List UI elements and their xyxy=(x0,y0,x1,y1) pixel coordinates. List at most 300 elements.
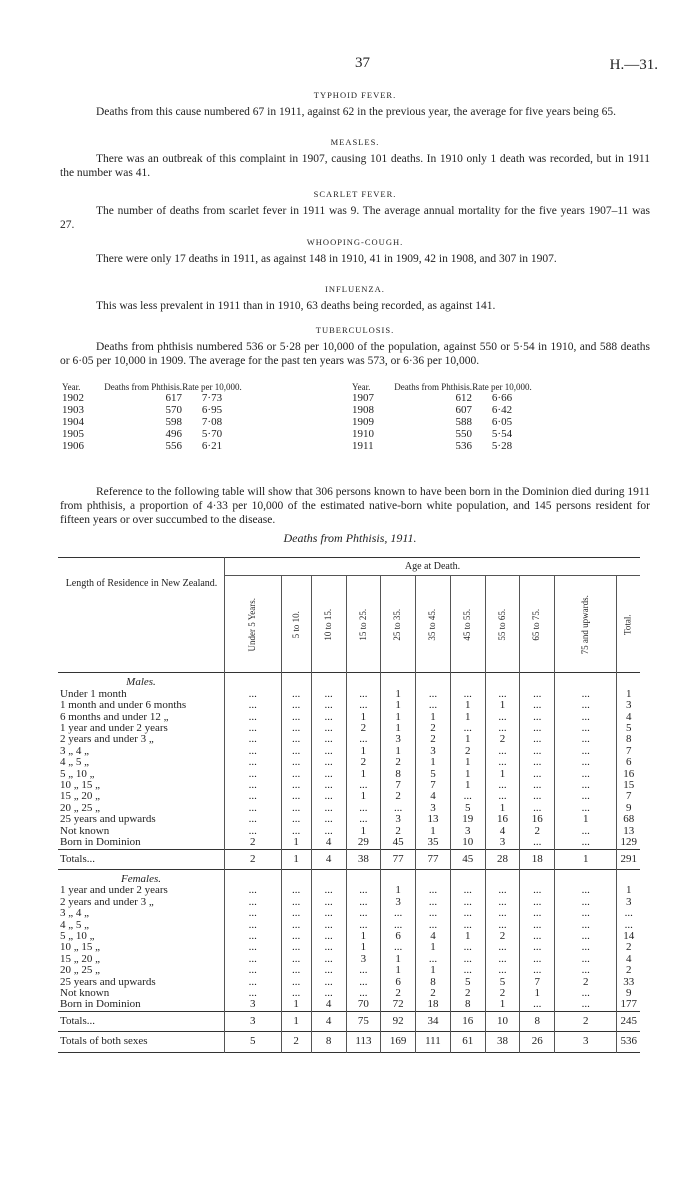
table-cell: 1 xyxy=(346,791,381,802)
table-cell: 4 xyxy=(617,954,640,965)
table-cell: 7 xyxy=(617,746,640,757)
age-column-label: 15 to 25. xyxy=(357,608,368,641)
table-cell: ... xyxy=(346,977,381,988)
table-cell: ... xyxy=(225,908,282,919)
table-cell: ... xyxy=(225,885,282,896)
table-row xyxy=(58,920,640,931)
table-cell: ... xyxy=(281,942,311,953)
table-cell: 1 xyxy=(450,700,485,711)
table-cell: ... xyxy=(520,769,555,780)
table-cell: 2 xyxy=(485,931,520,942)
table-cell: ... xyxy=(311,826,346,837)
table-cell: ... xyxy=(520,791,555,802)
table-cell: ... xyxy=(311,769,346,780)
row-label: 10 „ 15 „ xyxy=(60,941,101,954)
table-cell: 3 xyxy=(416,746,451,757)
table-cell: 7 xyxy=(416,780,451,791)
table-cell: 113 xyxy=(346,1032,381,1052)
table-cell: ... xyxy=(281,814,311,825)
table-cell: ... xyxy=(520,734,555,745)
table-row xyxy=(62,404,652,416)
table-cell: ... xyxy=(225,769,282,780)
section-scarlet-fever xyxy=(60,187,650,232)
table-cell: ... xyxy=(520,954,555,965)
table-cell: 16 xyxy=(450,1011,485,1031)
table-cell: ... xyxy=(520,803,555,814)
table-cell: ... xyxy=(416,885,451,896)
table-cell: 5 xyxy=(450,977,485,988)
table-cell: ... xyxy=(311,908,346,919)
row-label: 1 year and under 2 years xyxy=(60,722,168,735)
table-cell: 2 xyxy=(381,826,416,837)
table-cell: ... xyxy=(555,897,617,908)
row-label: Born in Dominion xyxy=(60,836,141,849)
age-column-label: Total. xyxy=(622,614,633,635)
table-cell: 9 xyxy=(617,803,640,814)
table-cell: 1 xyxy=(555,849,617,869)
table-cell: ... xyxy=(520,689,555,700)
section-text: Deaths from phthisis numbered 536 or 5·28 per 10,000 of the population, against 550 or 5·54 in 1910, and 588 deaths or 6·05 per 10,000 in 1909. The average for the past ten years was 573, or 6·36 per 10,000. xyxy=(60,341,650,367)
table-cell: 2 xyxy=(225,837,282,849)
table-cell: ... xyxy=(225,803,282,814)
table-cell: 3 xyxy=(416,803,451,814)
table-cell: 4 xyxy=(416,791,451,802)
table-cell: 2 xyxy=(617,942,640,953)
table-cell: ... xyxy=(520,908,555,919)
table-cell: 1 xyxy=(450,712,485,723)
table-cell: ... xyxy=(416,954,451,965)
table-cell: 1 xyxy=(617,689,640,700)
table-cell: 1 xyxy=(281,849,311,869)
table-cell: 7 xyxy=(617,791,640,802)
group-label: Females. xyxy=(120,872,161,885)
table-cell: ... xyxy=(281,988,311,999)
table-cell: 5 xyxy=(450,803,485,814)
table-cell: 5·70 xyxy=(201,428,223,440)
table-cell: 1 xyxy=(485,700,520,711)
col-header-year: Year. xyxy=(62,382,81,392)
col-header-deaths: Deaths from Phthisis. xyxy=(104,382,182,392)
row-label: Not known xyxy=(60,824,110,837)
table-cell: 45 xyxy=(450,849,485,869)
table-cell: 2 xyxy=(281,1032,311,1052)
table-cell: ... xyxy=(450,954,485,965)
table-cell: ... xyxy=(555,999,617,1011)
reference-paragraph xyxy=(60,485,650,527)
table-cell: ... xyxy=(450,965,485,976)
table-cell: 8 xyxy=(617,734,640,745)
table-row xyxy=(58,700,640,711)
table-cell: ... xyxy=(311,723,346,734)
table-cell: ... xyxy=(555,931,617,942)
table-cell: 2 xyxy=(416,988,451,999)
table-cell: ... xyxy=(416,689,451,700)
table-cell: ... xyxy=(311,689,346,700)
table-cell: 3 xyxy=(450,826,485,837)
table-cell: ... xyxy=(381,803,416,814)
table-cell: 3 xyxy=(225,1011,282,1031)
table-cell: 1 xyxy=(281,1011,311,1031)
table-cell: ... xyxy=(485,965,520,976)
table-cell: 16 xyxy=(617,769,640,780)
table-cell: 72 xyxy=(381,999,416,1011)
table-cell: ... xyxy=(416,908,451,919)
table-row xyxy=(58,826,640,837)
table-cell: ... xyxy=(225,814,282,825)
table-cell: ... xyxy=(520,931,555,942)
table-cell: ... xyxy=(520,700,555,711)
table-cell: ... xyxy=(450,723,485,734)
table-cell: 291 xyxy=(617,849,640,869)
age-column-label: 55 to 65. xyxy=(496,608,507,641)
table-cell: 3 xyxy=(381,897,416,908)
table-cell: 16 xyxy=(485,814,520,825)
table-cell: 5 xyxy=(485,977,520,988)
row-label: 3 „ 4 „ xyxy=(60,744,90,757)
table-cell: 4 xyxy=(416,931,451,942)
table-cell: 8 xyxy=(311,1032,346,1052)
table-cell: 2 xyxy=(381,757,416,768)
table-cell: ... xyxy=(311,803,346,814)
table-cell: 1911 xyxy=(352,440,374,452)
table-cell: 1 xyxy=(281,837,311,849)
table-cell: 2 xyxy=(416,723,451,734)
table-cell: ... xyxy=(617,908,640,919)
age-column-label: 45 to 55. xyxy=(462,608,473,641)
age-column-label: 65 to 75. xyxy=(531,608,542,641)
page-header xyxy=(0,55,700,77)
table-cell: ... xyxy=(346,700,381,711)
age-column-header xyxy=(555,576,617,673)
table-cell: 38 xyxy=(485,1032,520,1052)
table-cell: ... xyxy=(485,908,520,919)
table-cell: ... xyxy=(555,769,617,780)
table-cell: 1907 xyxy=(352,392,374,404)
table-cell: ... xyxy=(555,757,617,768)
table-row xyxy=(58,885,640,896)
document-reference: H.—31. xyxy=(609,57,658,73)
table-cell: ... xyxy=(485,954,520,965)
table-row xyxy=(58,999,640,1011)
table-cell: ... xyxy=(311,780,346,791)
table-cell: ... xyxy=(555,746,617,757)
table-cell: 2 xyxy=(485,988,520,999)
table-cell: 3 xyxy=(617,897,640,908)
table-cell: ... xyxy=(617,920,640,931)
table-row xyxy=(58,977,640,988)
table-cell: ... xyxy=(450,689,485,700)
table-cell: 1 xyxy=(416,757,451,768)
table-cell: ... xyxy=(281,791,311,802)
table-cell: 2 xyxy=(520,826,555,837)
table-cell: ... xyxy=(281,885,311,896)
table-cell: ... xyxy=(311,965,346,976)
table-cell: 1 xyxy=(346,942,381,953)
table-cell: 70 xyxy=(346,999,381,1011)
table-cell: 4 xyxy=(617,712,640,723)
table-cell: ... xyxy=(555,965,617,976)
group-label: Males. xyxy=(126,676,156,689)
table-cell: ... xyxy=(311,885,346,896)
table-cell: ... xyxy=(311,712,346,723)
table-cell: 1 xyxy=(346,769,381,780)
table-cell: 3 xyxy=(381,814,416,825)
table-row xyxy=(58,988,640,999)
table-cell: ... xyxy=(416,897,451,908)
row-label: Totals... xyxy=(60,1014,95,1027)
col-header-deaths: Deaths from Phthisis. xyxy=(394,382,472,392)
table-cell: 496 xyxy=(165,428,182,440)
table-cell: ... xyxy=(346,734,381,745)
age-at-death-header: Age at Death. xyxy=(225,558,641,576)
table-cell: 588 xyxy=(455,416,472,428)
table-row xyxy=(58,734,640,745)
table-cell: ... xyxy=(555,803,617,814)
table-cell: ... xyxy=(346,689,381,700)
row-label: 1 year and under 2 years xyxy=(60,884,168,897)
table-cell: 4 xyxy=(311,999,346,1011)
table-cell: 1904 xyxy=(62,416,84,428)
table-cell: 10 xyxy=(450,837,485,849)
section-heading: WHOOPING-COUGH. xyxy=(306,237,404,247)
table-cell: ... xyxy=(485,780,520,791)
table-cell: ... xyxy=(311,977,346,988)
table-cell: ... xyxy=(311,746,346,757)
row-label: 5 „ 10 „ xyxy=(60,767,95,780)
age-column-label: 5 to 10. xyxy=(290,610,301,639)
table-cell: 8 xyxy=(416,977,451,988)
section-text: The number of deaths from scarlet fever in 1911 was 9. The average annual mortality for the five years 1907–11 was 27. xyxy=(60,205,650,231)
table-cell: 4 xyxy=(311,837,346,849)
table-cell: ... xyxy=(225,734,282,745)
table-cell: 245 xyxy=(617,1011,640,1031)
table-cell: 1 xyxy=(485,999,520,1011)
table-cell: ... xyxy=(281,803,311,814)
section-text: There were only 17 deaths in 1911, as against 148 in 1910, 41 in 1909, 42 in 1908, and 307 in 1907. xyxy=(96,253,557,265)
table-cell: 1 xyxy=(381,965,416,976)
table-cell: 13 xyxy=(416,814,451,825)
table-cell: 2 xyxy=(346,757,381,768)
age-column-header xyxy=(346,576,381,673)
table-cell: ... xyxy=(225,746,282,757)
table-cell: 536 xyxy=(617,1032,640,1052)
table-cell: ... xyxy=(281,954,311,965)
table-cell: 1 xyxy=(381,723,416,734)
table-cell: ... xyxy=(311,700,346,711)
table-cell: ... xyxy=(225,700,282,711)
table-cell: 1 xyxy=(381,712,416,723)
table-cell: ... xyxy=(311,954,346,965)
table-cell: ... xyxy=(520,920,555,931)
table-cell: 1 xyxy=(416,826,451,837)
section-text: Deaths from this cause numbered 67 in 1911, against 62 in the previous year, the average for five years being 65. xyxy=(96,106,616,118)
table-cell: 1 xyxy=(416,712,451,723)
table-cell: ... xyxy=(450,920,485,931)
table-cell: 617 xyxy=(165,392,182,404)
table-cell: ... xyxy=(225,791,282,802)
table-cell: ... xyxy=(225,942,282,953)
row-label: Totals of both sexes xyxy=(60,1035,148,1048)
row-label: 4 „ 5 „ xyxy=(60,918,90,931)
table-cell: 1 xyxy=(617,885,640,896)
table-cell: ... xyxy=(346,885,381,896)
table-cell: 6·05 xyxy=(491,416,513,428)
table-cell: 3 xyxy=(346,954,381,965)
table-cell: 2 xyxy=(450,746,485,757)
row-label: 15 „ 20 „ xyxy=(60,790,101,803)
table-cell: ... xyxy=(281,746,311,757)
table-cell: 19 xyxy=(450,814,485,825)
section-heading: MEASLES. xyxy=(330,137,380,147)
table-cell: ... xyxy=(520,897,555,908)
table-cell: 16 xyxy=(520,814,555,825)
age-column-header xyxy=(311,576,346,673)
table-cell: 6·95 xyxy=(201,404,223,416)
table-cell: 6 xyxy=(617,757,640,768)
table-cell: ... xyxy=(311,931,346,942)
table-cell: ... xyxy=(225,977,282,988)
row-label: 25 years and upwards xyxy=(60,975,156,988)
table-cell: 3 xyxy=(555,1032,617,1052)
table-cell: 8 xyxy=(450,999,485,1011)
table-row xyxy=(62,392,652,404)
table-cell: 169 xyxy=(381,1032,416,1052)
table-caption: Deaths from Phthisis, 1911. xyxy=(283,531,417,545)
table-cell: ... xyxy=(281,826,311,837)
table-cell: ... xyxy=(281,700,311,711)
table-cell: ... xyxy=(311,942,346,953)
table-cell: 1 xyxy=(381,689,416,700)
table-row xyxy=(58,849,640,869)
col-header-rate: Rate per 10,000. xyxy=(182,382,242,392)
table-cell: 7 xyxy=(520,977,555,988)
table-cell: ... xyxy=(346,803,381,814)
section-text: There was an outbreak of this complaint in 1907, causing 101 deaths. In 1910 only 1 death was recorded, but in 1911 the number was 41. xyxy=(60,153,650,179)
table-cell: 1 xyxy=(416,942,451,953)
table-cell: ... xyxy=(281,723,311,734)
reference-text: Reference to the following table will show that 306 persons known to have been born in the Dominion died during 1911 from phthisis, a proportion of 4·33 per 10,000 of the estimated native-born white population, and 145 persons resident for fifteen years or over succumbed to the disease. xyxy=(60,486,650,526)
table-row xyxy=(58,780,640,791)
table-cell: 18 xyxy=(416,999,451,1011)
table-cell: ... xyxy=(346,920,381,931)
table-cell: ... xyxy=(311,988,346,999)
phthisis-yearly-table xyxy=(62,382,652,452)
row-label: 3 „ 4 „ xyxy=(60,907,90,920)
table-cell: ... xyxy=(555,942,617,953)
table-cell: ... xyxy=(281,769,311,780)
table-cell: 68 xyxy=(617,814,640,825)
table-cell: ... xyxy=(555,734,617,745)
row-label: 4 „ 5 „ xyxy=(60,756,90,769)
table-row xyxy=(58,908,640,919)
table-cell: 8 xyxy=(520,1011,555,1031)
table-cell: ... xyxy=(311,920,346,931)
age-column-label: 10 to 15. xyxy=(322,608,333,641)
table-row xyxy=(58,757,640,768)
table-cell: 1 xyxy=(485,803,520,814)
table-cell: 4 xyxy=(311,1011,346,1031)
table-cell: ... xyxy=(555,791,617,802)
table-cell: 5 xyxy=(416,769,451,780)
table-cell: 2 xyxy=(381,988,416,999)
table-cell: ... xyxy=(555,885,617,896)
row-label: 2 years and under 3 „ xyxy=(60,895,154,908)
table-cell: 45 xyxy=(381,837,416,849)
table-cell: 3 xyxy=(225,999,282,1011)
row-label: 2 years and under 3 „ xyxy=(60,733,154,746)
table-cell: 1902 xyxy=(62,392,84,404)
table-cell: 2 xyxy=(555,977,617,988)
table-cell: ... xyxy=(485,942,520,953)
table-row xyxy=(58,746,640,757)
table-cell: ... xyxy=(346,908,381,919)
table-cell: ... xyxy=(450,897,485,908)
table-cell: 550 xyxy=(455,428,472,440)
group-row xyxy=(58,673,640,689)
table-cell: 61 xyxy=(450,1032,485,1052)
table-cell: 14 xyxy=(617,931,640,942)
table-cell: ... xyxy=(555,988,617,999)
table-cell: ... xyxy=(346,780,381,791)
table-cell: ... xyxy=(225,712,282,723)
table-cell: ... xyxy=(225,826,282,837)
table-cell: 598 xyxy=(165,416,182,428)
row-label: 1 month and under 6 months xyxy=(60,699,187,712)
age-column-label: 75 and upwards. xyxy=(580,594,591,655)
table-cell: 1 xyxy=(346,746,381,757)
table-cell: ... xyxy=(555,780,617,791)
table-cell: ... xyxy=(555,826,617,837)
table-cell: 1 xyxy=(381,700,416,711)
table-cell: ... xyxy=(281,757,311,768)
table-cell: 570 xyxy=(165,404,182,416)
table-cell: ... xyxy=(346,965,381,976)
table-cell: 1909 xyxy=(352,416,374,428)
table-cell: 1 xyxy=(555,814,617,825)
table-row xyxy=(62,428,652,440)
page-number: 37 xyxy=(355,55,370,71)
table-cell: 92 xyxy=(381,1011,416,1031)
table-cell: 6·21 xyxy=(201,440,223,452)
table-cell: ... xyxy=(281,689,311,700)
table-cell: ... xyxy=(225,757,282,768)
table-cell: ... xyxy=(555,700,617,711)
table-cell: 2 xyxy=(381,791,416,802)
table-cell: 1 xyxy=(485,769,520,780)
table-cell: ... xyxy=(450,885,485,896)
table-cell: ... xyxy=(520,723,555,734)
table-cell: 111 xyxy=(416,1032,451,1052)
table-cell: 5·28 xyxy=(491,440,513,452)
section-heading: INFLUENZA. xyxy=(325,284,385,294)
table-cell: 1 xyxy=(346,712,381,723)
table-cell: 177 xyxy=(617,999,640,1011)
table-cell: ... xyxy=(225,723,282,734)
table-cell: 1 xyxy=(281,999,311,1011)
section-typhoid xyxy=(60,88,650,119)
section-tuberculosis xyxy=(60,323,650,368)
table-cell: 1 xyxy=(450,931,485,942)
table-cell: ... xyxy=(225,780,282,791)
age-column-header xyxy=(617,576,640,673)
section-measles xyxy=(60,135,650,180)
section-text: This was less prevalent in 1911 than in 1910, 63 deaths being recorded, as against 141. xyxy=(96,300,496,312)
table-cell: 3 xyxy=(485,837,520,849)
table-cell: ... xyxy=(450,908,485,919)
table-cell: 556 xyxy=(165,440,182,452)
row-label: 25 years and upwards xyxy=(60,813,156,826)
table-cell: ... xyxy=(311,791,346,802)
